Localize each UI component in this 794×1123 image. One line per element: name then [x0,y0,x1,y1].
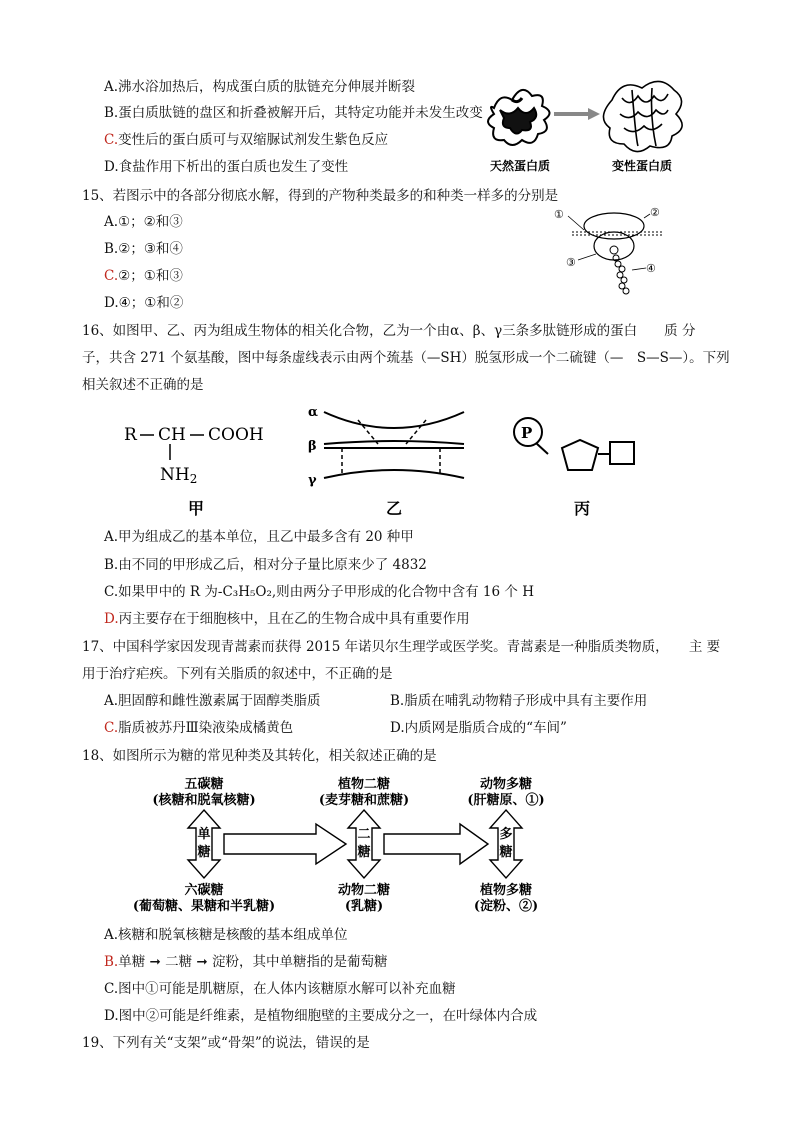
caption-yi: 乙 [386,499,403,518]
arrow-right-2 [384,824,488,864]
q17-stem-line1: 17、中国科学家因发现青蒿素而获得 2015 年诺贝尔生理学或医学奖。青蒿素是一种脂质类物质， 主 要 [82,639,721,655]
sugar-conversion-diagram [130,772,570,918]
native-protein-shape [488,90,550,145]
svg-text:动物多糖: 动物多糖 [479,777,533,792]
q15-option-a: A.①；②和③ [104,214,183,230]
caption-jia: 甲 [188,499,205,518]
q17-option-a: A.胆固醇和雌性激素属于固醇类脂质 [104,693,321,709]
q18-option-b: B.单糖 ➞ 二糖 ➞ 淀粉，其中单糖指的是葡萄糖 [104,954,388,970]
q16-option-d: D.丙主要存在于细胞核中，且在乙的生物合成中具有重要作用 [104,611,470,627]
svg-text:CH: CH [158,425,186,445]
svg-text:R: R [124,425,137,445]
svg-text:糖: 糖 [499,845,513,860]
phosphate-label: P [521,424,533,442]
membrane-protein-figure [550,202,670,302]
q18-option-c: C.图中①可能是肌糖原，在人体内该糖原水解可以补充血糖 [104,981,456,997]
arrow-right-1 [224,824,346,864]
svg-text:五碳糖: 五碳糖 [184,777,224,792]
svg-text:(葡萄糖、果糖和半乳糖): (葡萄糖、果糖和半乳糖) [132,899,276,914]
q16-stem-line3: 相关叙述不正确的是 [82,377,204,393]
denatured-protein-label: 变性蛋白质 [612,159,673,173]
svg-text:(乳糖): (乳糖) [344,899,384,914]
svg-text:糖: 糖 [357,845,371,860]
chain-beta-label: β [308,439,317,454]
q14-option-d: D.食盐作用下析出的蛋白质也发生了变性 [104,159,349,175]
label-3: ③ [566,256,576,269]
label-1: ① [554,208,564,221]
svg-text:COOH: COOH [208,425,264,445]
protein-denaturation-figure [482,70,692,180]
svg-text:糖: 糖 [197,845,211,860]
q16-stem-line2: 子，共含 271 个氨基酸，图中每条虚线表示由两个巯基（—SH）脱氢形成一个二硫键（— S—S—）。下列 [82,350,730,366]
tripeptide-protein-diagram [324,412,464,478]
svg-text:(核糖和脱氧核糖): (核糖和脱氧核糖) [152,793,256,808]
chain-alpha-label: α [308,405,319,420]
q17-stem-line2: 用于治疗疟疾。下列有关脂质的叙述中，不正确的是 [82,666,393,682]
svg-text:动物二糖: 动物二糖 [337,883,391,898]
svg-text:(肝糖原、①): (肝糖原、①) [467,793,545,808]
native-protein-label: 天然蛋白质 [490,159,551,173]
q18-option-d: D.图中②可能是纤维素，是植物细胞壁的主要成分之一，在叶绿体内合成 [104,1008,538,1024]
chain-gamma-label: γ [308,473,317,488]
q14-option-a: A.沸水浴加热后，构成蛋白质的肽链充分伸展并断裂 [104,79,416,95]
double-arrow-left [188,810,220,878]
amino-acid-formula [124,425,264,486]
q18-stem: 18、如图所示为糖的常见种类及其转化，相关叙述正确的是 [82,748,437,764]
q15-option-b: B.②；③和④ [104,241,183,257]
double-arrow-right [490,810,522,878]
svg-text:(淀粉、②): (淀粉、②) [473,899,539,914]
svg-text:(麦芽糖和蔗糖): (麦芽糖和蔗糖) [318,793,410,808]
svg-text:NH2: NH2 [160,465,198,486]
q14-option-b: B.蛋白质肽链的盘区和折叠被解开后，其特定功能并未发生改变 [104,105,483,121]
q15-option-c: C.②；①和③ [104,268,183,284]
q16-option-c: C.如果甲中的 R 为-C₃H₅O₂,则由两分子甲形成的化合物中含有 16 个 H [104,584,534,600]
svg-text:植物二糖: 植物二糖 [337,777,391,792]
q15-stem: 15、若图示中的各部分彻底水解，得到的产物种类最多的和种类一样多的分别是 [82,188,559,204]
q17-option-d: D.内质网是脂质合成的“车间” [390,720,567,736]
q14-option-c: C.变性后的蛋白质可与双缩脲试剂发生紫色反应 [104,132,389,148]
svg-text:多: 多 [499,827,513,842]
svg-text:二: 二 [357,827,371,842]
label-2: ② [650,206,660,219]
svg-text:六碳糖: 六碳糖 [184,883,224,898]
svg-text:植物多糖: 植物多糖 [479,883,533,898]
svg-text:单: 单 [197,827,211,842]
q19-stem: 19、下列有关“支架”或“骨架”的说法，错误的是 [82,1035,370,1051]
q17-option-b: B.脂质在哺乳动物精子形成中具有主要作用 [390,693,648,709]
q15-option-d: D.④；①和② [104,295,184,311]
compounds-figure [110,398,670,520]
q16-option-a: A.甲为组成乙的基本单位，且乙中最多含有 20 种甲 [104,529,414,545]
double-arrow-middle [348,810,380,878]
denatured-protein-shape [603,81,682,151]
q16-option-b: B.由不同的甲形成乙后，相对分子量比原来少了 4832 [104,557,427,573]
q16-stem-line1: 16、如图甲、乙、丙为组成生物体的相关化合物，乙为一个由α、β、γ三条多肽链形成的蛋白 质 分 [82,323,696,339]
arrow-icon [554,108,600,120]
caption-bing: 丙 [574,499,591,518]
q18-option-a: A.核糖和脱氧核糖是核酸的基本组成单位 [104,927,348,943]
label-4: ④ [646,262,656,275]
q17-option-c: C.脂质被苏丹Ⅲ染液染成橘黄色 [104,720,294,736]
